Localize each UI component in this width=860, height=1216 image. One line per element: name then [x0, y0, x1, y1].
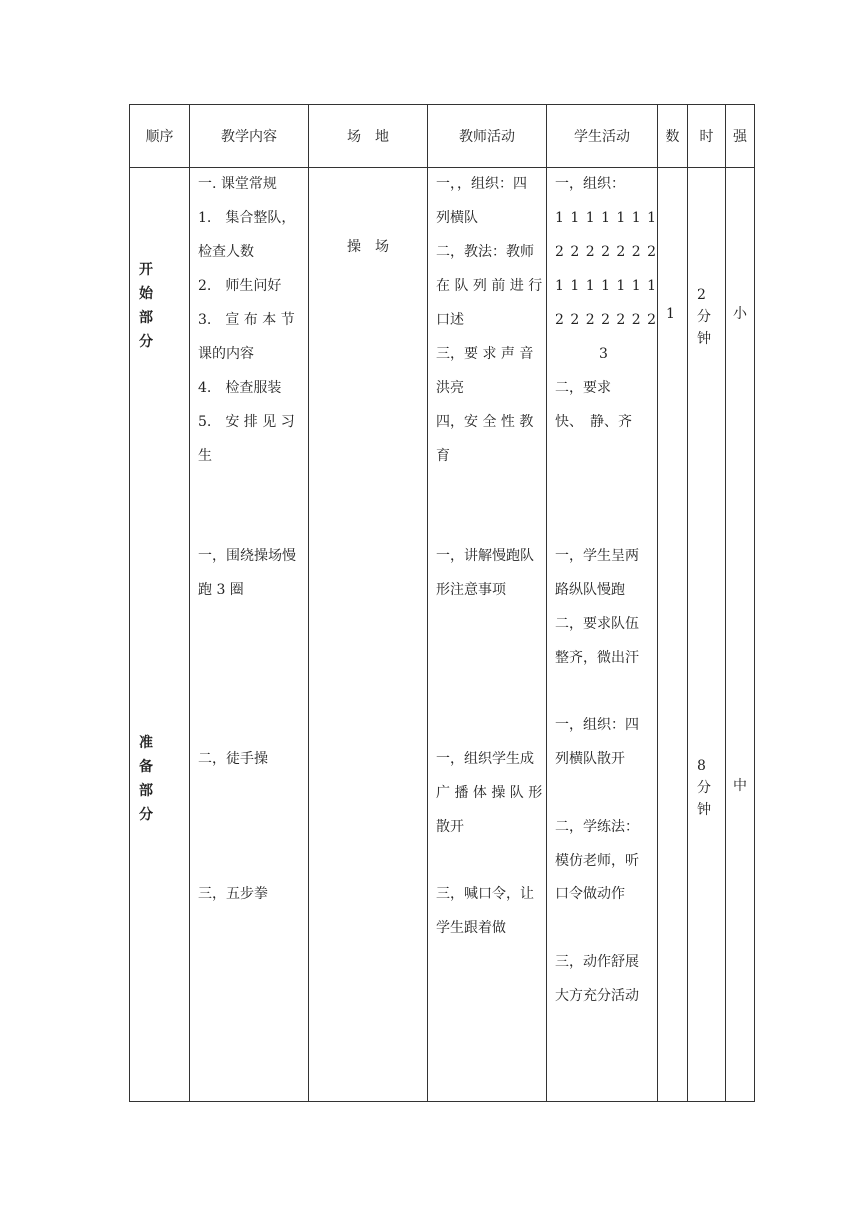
start-intensity: 小	[733, 306, 747, 322]
section-label-warmup: 准 备 部 分	[139, 735, 153, 823]
header-intensity: 强	[733, 129, 747, 145]
warmup-time: 8 分 钟	[697, 758, 711, 818]
header-content: 教学内容	[221, 129, 277, 145]
lesson-plan-page: 顺序 教学内容 场 地 教师活动 学生活动 数 时 强 开 始 部 分 一. 课堂常规 1. 集合整队， 检查人数 2. 师生问好 3. 宣 布 本 节 课的内容 4. 检查服装 5. 安 排 见 习 生 操 场 一，，组织：四 列横队 二，教法：教师 在 队 列 前 进 行 口述 三，要 求 声 音 洪亮 四，安 全 性 教 育 一，组织： 1 1 1 1 1 1 1 2 2 2 2 2 2 2 1 1 1 1 1 1 1 2 2 2 2 2 2 2 3 二，要求 快、 静、齐 1 2 分 钟 小 准 备 部 分 一，围绕操场慢 跑 3 圈 二，徒手操 三，五步拳 一，讲解慢跑队 形注意事项 一，组织学生成 广 播 体 操 队 形 散开 三，喊口令，让 学生跟着做 一，学生呈两 路纵队慢跑 二，要求队伍 整齐，微出汗 一，组织：四 列横队散开 二，学练法： 模仿老师，听 口令做动作 三，动作舒展 大方充分活动 8 分 钟 中	[0, 0, 860, 1216]
header-count: 数	[665, 129, 680, 145]
start-time: 2 分 钟	[697, 287, 711, 347]
section-label-start: 开 始 部 分	[139, 262, 153, 350]
header-order: 顺序	[145, 129, 174, 145]
start-venue: 操 场	[347, 239, 389, 255]
header-student: 学生活动	[574, 129, 630, 145]
header-teacher: 教师活动	[459, 129, 515, 145]
header-time: 时	[699, 129, 714, 145]
header-venue: 场 地	[347, 129, 389, 145]
warmup-intensity: 中	[733, 778, 747, 794]
start-count: 1	[666, 306, 675, 322]
